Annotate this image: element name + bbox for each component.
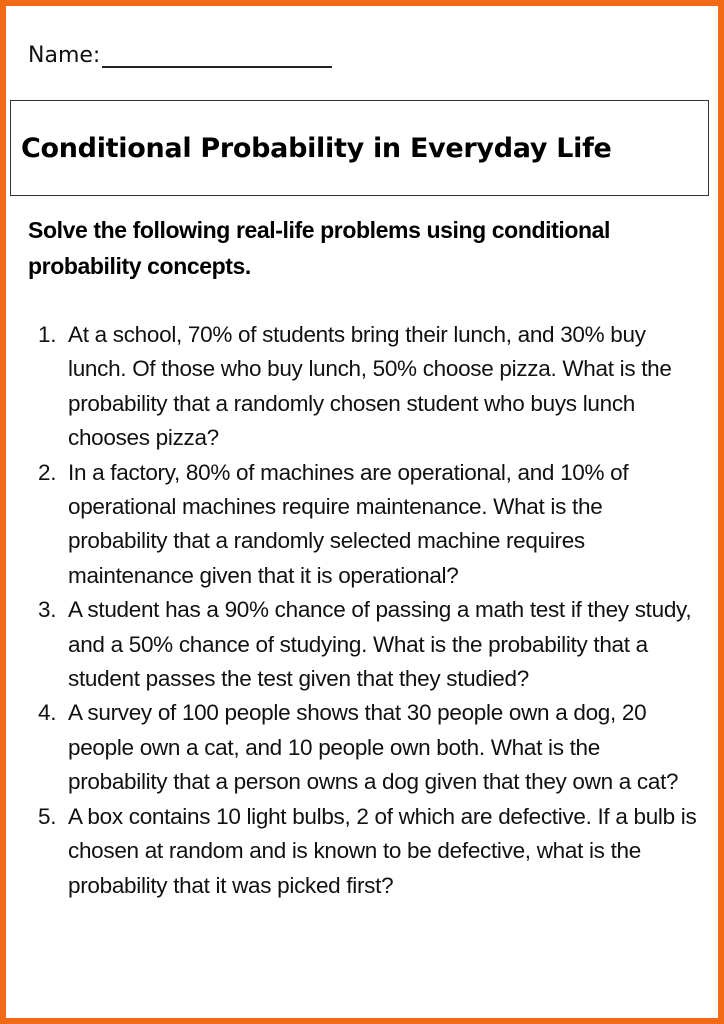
problem-number: 2. [38, 459, 57, 485]
problem-number: 1. [38, 322, 57, 347]
problem-number: 3. [38, 597, 57, 623]
problem-text: At a school, 70% of students bring their lunch, and 30% buy lunch. Of those who buy lunch, 50% choose pizza. What is the probability that a randomly chosen student who buys lunch chooses pizza? [68, 322, 672, 451]
problem-number: 5. [38, 803, 57, 829]
problem-list [38, 318, 698, 903]
problem-text: A student has a 90% chance of passing a math test if they study, and a 50% chance of studying. What is the probability that a student passes the test given that they studied? [68, 597, 692, 692]
name-label: Name: [28, 43, 101, 68]
problem-text: In a factory, 80% of machines are operational, and 10% of operational machines require maintenance. What is the probability that a randomly selected machine requires maintenance given that it is operational? [68, 459, 629, 588]
problem-text: A box contains 10 light bulbs, 2 of which are defective. If a bulb is chosen at random and is known to be defective, what is the probability that it was picked first? [68, 803, 697, 898]
problem-item [38, 456, 698, 594]
problem-item [38, 318, 698, 456]
problem-item [38, 696, 698, 799]
page-title: Conditional Probability in Everyday Life [21, 132, 612, 164]
instructions: Solve the following real-life problems using conditional probability concepts. [28, 217, 611, 279]
name-field[interactable] [28, 42, 332, 68]
problem-item [38, 800, 698, 903]
name-blank-line[interactable] [102, 42, 332, 68]
title-box [10, 100, 709, 196]
problem-text: A survey of 100 people shows that 30 people own a dog, 20 people own a cat, and 10 people own both. What is the probability that a person owns a dog given that they own a cat? [68, 700, 679, 795]
problem-item [38, 593, 698, 696]
problem-number: 4. [38, 700, 57, 726]
